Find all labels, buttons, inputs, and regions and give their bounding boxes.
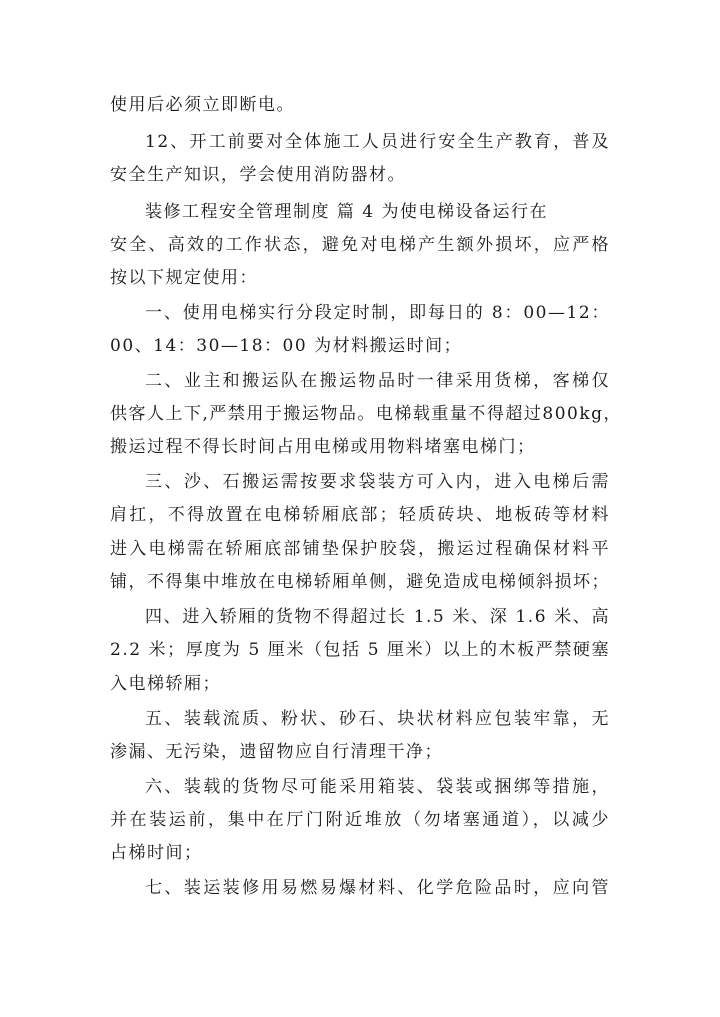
text-line: 装修工程安全管理制度 篇 4 为使电梯设备运行在 (145, 202, 549, 222)
text-line: 12、开工前要对全体施工人员进行安全生产教育，普及 (145, 132, 610, 152)
text-line: 搬运过程不得长时间占用电梯或用物料堵塞电梯门； (110, 437, 536, 457)
text-line: 2.2 米；厚度为 5 厘米（包括 5 厘米）以上的木板严禁硬塞 (110, 640, 610, 660)
text-line: 进入电梯需在轿厢底部铺垫保护胶袋，搬运过程确保材料平 (110, 539, 610, 559)
text-line: 五、装载流质、粉状、砂石、块状材料应包装牢靠，无 (145, 709, 610, 729)
text-line: 按以下规定使用： (110, 268, 258, 288)
text-line: 供客人上下,严禁用于搬运物品。电梯载重量不得超过800kg， (110, 404, 623, 424)
text-line: 七、装运装修用易燃易爆材料、化学危险品时，应向管 (145, 878, 610, 898)
text-line: 四、进入轿厢的货物不得超过长 1.5 米、深 1.6 米、高 (145, 607, 610, 627)
text-line: 三、沙、石搬运需按要求袋装方可入内，进入电梯后需 (145, 472, 610, 492)
text-line: 铺，不得集中堆放在电梯轿厢单侧，避免造成电梯倾斜损坏； (110, 572, 610, 592)
text-line: 二、业主和搬运队在搬运物品时一律采用货梯，客梯仅 (145, 371, 610, 391)
text-line: 安全、高效的工作状态，避免对电梯产生额外损坏，应严格 (110, 235, 610, 255)
text-line: 占梯时间； (110, 843, 203, 863)
text-line: 一、使用电梯实行分段定时制，即每日的 8：00—12： (145, 303, 610, 323)
text-line: 肩扛，不得放置在电梯轿厢底部；轻质砖块、地板砖等材料 (110, 505, 610, 525)
text-line: 安全生产知识，学会使用消防器材。 (110, 165, 406, 185)
text-line: 00、14：30—18：00 为材料搬运时间； (110, 336, 463, 356)
text-line: 入电梯轿厢； (110, 674, 221, 694)
text-line: 六、装载的货物尽可能采用箱装、袋装或捆绑等措施， (145, 777, 610, 797)
text-line: 使用后必须立即断电。 (110, 95, 295, 115)
text-line: 渗漏、无污染，遗留物应自行清理干净； (110, 742, 443, 762)
text-line: 并在装运前，集中在厅门附近堆放（勿堵塞通道），以减少 (110, 810, 610, 830)
